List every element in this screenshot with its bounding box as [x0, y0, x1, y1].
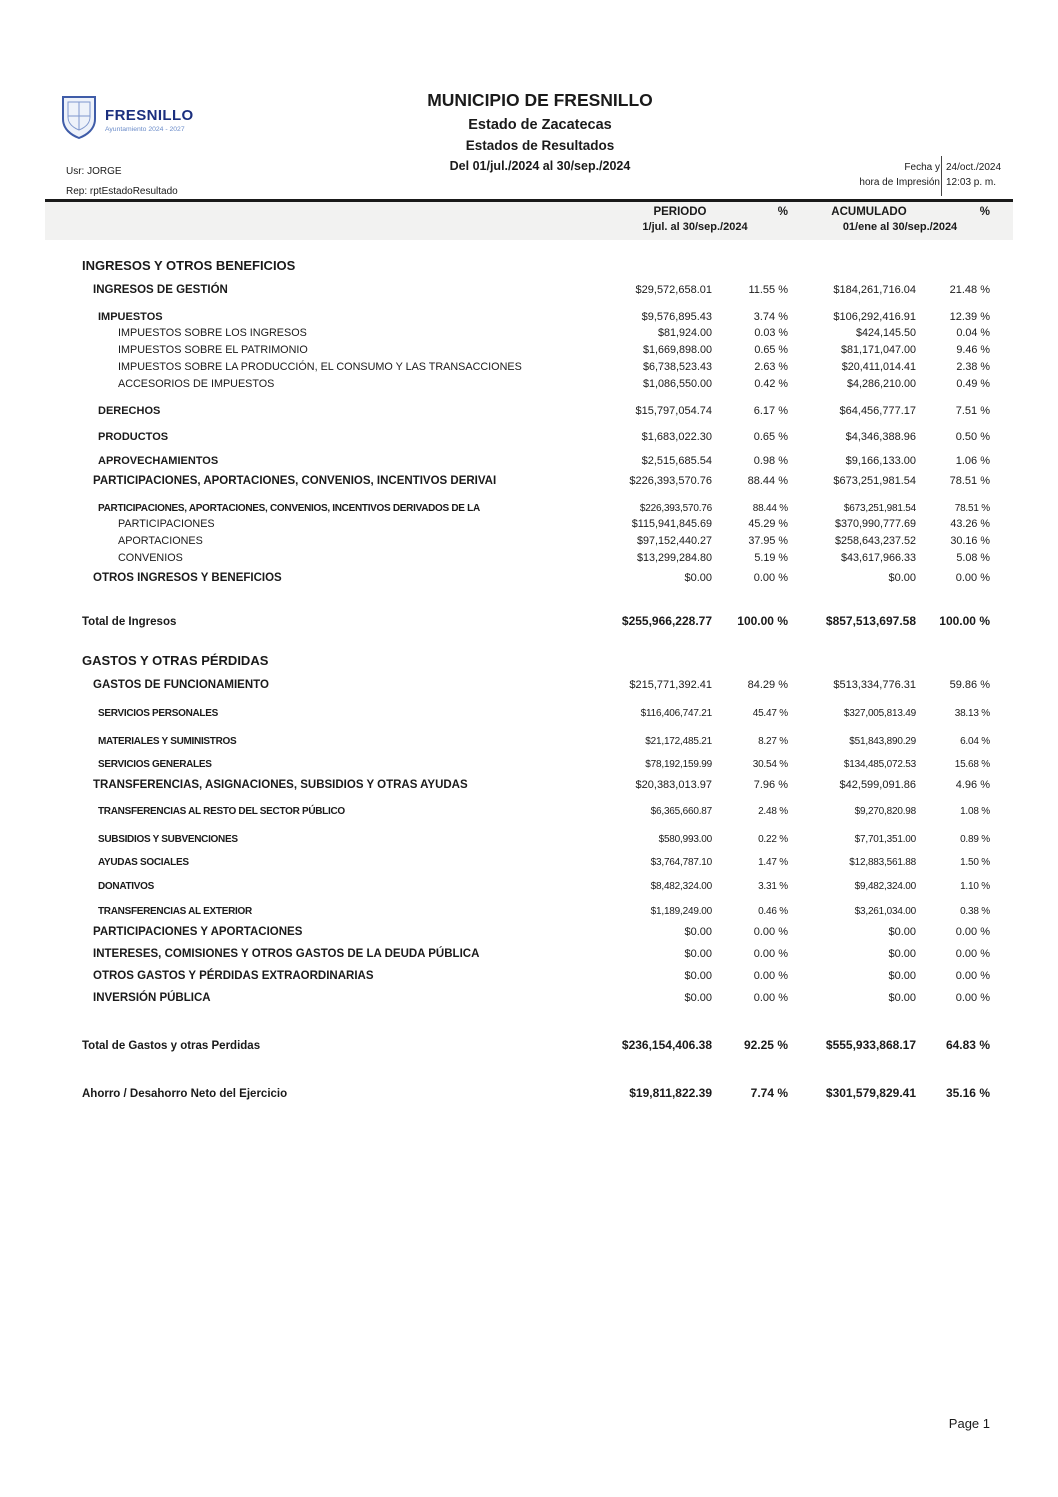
- table-row: [45, 429, 1013, 445]
- row-accumulated-pct: 30.16 %: [950, 535, 990, 547]
- row-period-pct: 6.17 %: [753, 405, 788, 417]
- row-accumulated-pct: 0.00 %: [955, 970, 990, 982]
- row-period-pct: 0.00 %: [753, 992, 788, 1004]
- row-accumulated-amount: $673,251,981.54: [843, 503, 916, 514]
- column-header-band: [45, 202, 1013, 240]
- row-label: CONVENIOS: [118, 552, 183, 564]
- table-row: [45, 258, 1013, 274]
- row-label: IMPUESTOS: [98, 311, 163, 323]
- row-accumulated-pct: 1.50 %: [960, 857, 990, 868]
- table-row: [45, 516, 1013, 533]
- row-period-amount: $1,683,022.30: [641, 431, 712, 443]
- report-title: Estados de Resultados: [465, 138, 615, 153]
- table-row: [45, 946, 1013, 962]
- table-row: [45, 855, 1013, 870]
- row-accumulated-pct: 4.96 %: [955, 779, 990, 791]
- row-label: TRANSFERENCIAS AL EXTERIOR: [98, 906, 252, 917]
- row-accumulated-amount: $51,843,890.29: [849, 736, 916, 747]
- row-accumulated-pct: 7.51 %: [955, 405, 990, 417]
- rows-container: [45, 258, 1013, 1103]
- table-row: [45, 325, 1013, 342]
- row-period-pct: 45.47 %: [752, 708, 788, 719]
- table-row: [45, 968, 1013, 984]
- row-label: PARTICIPACIONES Y APORTACIONES: [93, 926, 303, 938]
- row-period-pct: 8.27 %: [758, 736, 788, 747]
- table-row: [45, 501, 1013, 516]
- row-period-amount: $0.00: [684, 992, 712, 1004]
- row-accumulated-amount: $42,599,091.86: [839, 779, 916, 791]
- row-accumulated-amount: $7,701,351.00: [854, 834, 916, 845]
- row-label: Total de Ingresos: [82, 616, 177, 628]
- row-accumulated-amount: $370,990,777.69: [834, 518, 916, 530]
- row-period-pct: 0.98 %: [753, 455, 788, 467]
- table-row: [45, 614, 1013, 631]
- row-accumulated-pct: 0.38 %: [960, 906, 990, 917]
- row-accumulated-amount: $3,261,034.00: [854, 906, 916, 917]
- row-period-amount: $226,393,570.76: [639, 503, 712, 514]
- row-accumulated-pct: 2.38 %: [956, 361, 990, 373]
- row-period-pct: 30.54 %: [752, 759, 788, 770]
- table-row: [45, 990, 1013, 1006]
- row-label: APORTACIONES: [118, 535, 203, 547]
- row-label: OTROS INGRESOS Y BENEFICIOS: [93, 572, 282, 584]
- row-label: PARTICIPACIONES, APORTACIONES, CONVENIOS, INCENTIVOS DERIVAI: [93, 475, 497, 487]
- row-period-pct: 5.19 %: [754, 552, 788, 564]
- row-label: ACCESORIOS DE IMPUESTOS: [118, 378, 275, 390]
- table-row: [45, 706, 1013, 721]
- row-period-pct: 0.65 %: [754, 344, 788, 356]
- row-label: SERVICIOS PERSONALES: [98, 708, 218, 719]
- row-accumulated-amount: $0.00: [888, 926, 916, 938]
- row-period-pct: 0.03 %: [754, 327, 788, 339]
- row-accumulated-amount: $258,643,237.52: [834, 535, 916, 547]
- row-accumulated-amount: $327,005,813.49: [843, 708, 916, 719]
- row-period-amount: $580,993.00: [658, 834, 712, 845]
- row-period-amount: $215,771,392.41: [629, 679, 712, 691]
- row-period-amount: $255,966,228.77: [621, 614, 712, 628]
- row-period-amount: $115,941,845.69: [631, 518, 712, 530]
- row-accumulated-amount: $4,286,210.00: [846, 378, 916, 390]
- table-row: [45, 924, 1013, 940]
- row-accumulated-amount: $9,482,324.00: [854, 881, 916, 892]
- row-label: DONATIVOS: [98, 881, 155, 892]
- row-period-amount: $81,924.00: [657, 327, 712, 339]
- row-period-pct: 0.00 %: [753, 970, 788, 982]
- table-row: [45, 804, 1013, 819]
- row-accumulated-amount: $20,411,014.41: [841, 361, 916, 373]
- table-row: [45, 282, 1013, 298]
- table-row: [45, 777, 1013, 793]
- table-row: [45, 1038, 1013, 1055]
- row-period-pct: 88.44 %: [747, 475, 788, 487]
- row-accumulated-pct: 100.00 %: [939, 614, 990, 628]
- row-label: DERECHOS: [98, 405, 161, 417]
- row-accumulated-pct: 0.00 %: [955, 926, 990, 938]
- page-number: Page 1: [948, 1416, 990, 1431]
- row-period-amount: $1,086,550.00: [642, 378, 712, 390]
- row-period-pct: 0.00 %: [753, 948, 788, 960]
- table-row: [45, 570, 1013, 586]
- table-row: [45, 757, 1013, 772]
- row-period-pct: 3.74 %: [753, 311, 788, 323]
- table-row: [45, 734, 1013, 749]
- row-accumulated-pct: 64.83 %: [945, 1038, 990, 1052]
- row-accumulated-amount: $12,883,561.88: [849, 857, 916, 868]
- row-period-amount: $0.00: [684, 948, 712, 960]
- print-label-line2: hora de Impresión: [859, 177, 940, 188]
- row-label: AYUDAS SOCIALES: [98, 857, 189, 868]
- row-period-amount: $29,572,658.01: [635, 284, 712, 296]
- row-accumulated-pct: 0.00 %: [955, 992, 990, 1004]
- print-date: 24/oct./2024: [946, 162, 1002, 173]
- row-period-pct: 0.65 %: [753, 431, 788, 443]
- report-id-label: Rep: rptEstadoResultado: [66, 186, 178, 197]
- row-period-amount: $1,669,898.00: [642, 344, 712, 356]
- row-accumulated-pct: 59.86 %: [949, 679, 990, 691]
- row-accumulated-amount: $4,346,388.96: [845, 431, 916, 443]
- row-period-amount: $19,811,822.39: [629, 1086, 712, 1100]
- row-period-amount: $3,764,787.10: [650, 857, 712, 868]
- row-accumulated-pct: 0.00 %: [955, 572, 990, 584]
- row-accumulated-amount: $301,579,829.41: [825, 1086, 916, 1100]
- row-label: IMPUESTOS SOBRE LOS INGRESOS: [118, 327, 307, 339]
- col-accumulated-pct: %: [979, 206, 990, 218]
- row-period-amount: $8,482,324.00: [650, 881, 712, 892]
- row-accumulated-amount: $9,166,133.00: [845, 455, 916, 467]
- row-accumulated-pct: 1.10 %: [960, 881, 990, 892]
- row-label: Ahorro / Desahorro Neto del Ejercicio: [82, 1088, 288, 1100]
- row-accumulated-pct: 0.50 %: [955, 431, 990, 443]
- report-meta: [66, 166, 178, 197]
- row-accumulated-pct: 0.49 %: [956, 378, 990, 390]
- table-row: [45, 309, 1013, 325]
- table-row: [45, 653, 1013, 669]
- table-row: [45, 533, 1013, 550]
- row-period-amount: $21,172,485.21: [645, 736, 712, 747]
- logo-name: FRESNILLO: [105, 106, 194, 124]
- row-accumulated-amount: $0.00: [888, 970, 916, 982]
- row-period-amount: $6,738,523.43: [642, 361, 712, 373]
- col-accumulated: ACUMULADO: [831, 206, 907, 218]
- row-period-pct: 92.25 %: [743, 1038, 788, 1052]
- row-period-amount: $6,365,660.87: [650, 806, 712, 817]
- row-label: SERVICIOS GENERALES: [98, 759, 212, 770]
- row-accumulated-amount: $184,261,716.04: [833, 284, 916, 296]
- user-label: Usr: JORGE: [66, 166, 122, 177]
- row-accumulated-amount: $0.00: [888, 572, 916, 584]
- row-period-amount: $226,393,570.76: [629, 475, 712, 487]
- row-label: MATERIALES Y SUMINISTROS: [98, 736, 237, 747]
- row-accumulated-pct: 0.89 %: [960, 834, 990, 845]
- row-accumulated-amount: $106,292,416.91: [833, 311, 916, 323]
- row-period-pct: 37.95 %: [748, 535, 788, 547]
- row-accumulated-pct: 15.68 %: [954, 759, 990, 770]
- row-label: INGRESOS DE GESTIÓN: [93, 284, 228, 296]
- row-accumulated-pct: 0.04 %: [956, 327, 990, 339]
- row-period-pct: 11.55 %: [748, 284, 788, 296]
- row-period-pct: 7.96 %: [753, 779, 788, 791]
- row-accumulated-amount: $857,513,697.58: [825, 614, 916, 628]
- row-period-pct: 3.31 %: [758, 881, 788, 892]
- row-label: IMPUESTOS SOBRE EL PATRIMONIO: [118, 344, 308, 356]
- row-period-amount: $236,154,406.38: [621, 1038, 712, 1052]
- row-accumulated-amount: $81,171,047.00: [840, 344, 916, 356]
- row-period-amount: $97,152,440.27: [636, 535, 712, 547]
- row-label: INTERESES, COMISIONES Y OTROS GASTOS DE LA DEUDA PÚBLICA: [93, 948, 480, 960]
- print-label-line1: Fecha y: [904, 162, 940, 173]
- row-accumulated-pct: 35.16 %: [945, 1086, 990, 1100]
- table-row: [45, 403, 1013, 419]
- report-period: Del 01/jul./2024 al 30/sep./2024: [449, 159, 631, 173]
- row-label: APROVECHAMIENTOS: [98, 455, 219, 467]
- row-label: TRANSFERENCIAS AL RESTO DEL SECTOR PÚBLICO: [98, 806, 345, 817]
- row-accumulated-amount: $555,933,868.17: [825, 1038, 916, 1052]
- row-accumulated-pct: 5.08 %: [956, 552, 990, 564]
- row-accumulated-amount: $0.00: [888, 992, 916, 1004]
- results-table: [45, 240, 1013, 1103]
- table-row: [45, 453, 1013, 469]
- row-period-amount: $116,406,747.21: [640, 708, 712, 719]
- row-period-amount: $13,299,284.80: [636, 552, 712, 564]
- row-period-pct: 0.00 %: [753, 926, 788, 938]
- logo-subtitle: Ayuntamiento 2024 - 2027: [105, 125, 185, 133]
- row-label: GASTOS Y OTRAS PÉRDIDAS: [82, 653, 269, 668]
- row-label: PRODUCTOS: [98, 431, 169, 443]
- table-row: [45, 376, 1013, 393]
- row-period-pct: 1.47 %: [758, 857, 788, 868]
- table-row: [45, 879, 1013, 894]
- municipality-title: MUNICIPIO DE FRESNILLO: [427, 90, 653, 110]
- row-accumulated-amount: $134,485,072.53: [843, 759, 916, 770]
- row-label: PARTICIPACIONES, APORTACIONES, CONVENIOS, INCENTIVOS DERIVADOS DE LA: [98, 503, 480, 514]
- row-accumulated-pct: 78.51 %: [954, 503, 990, 514]
- row-label: PARTICIPACIONES: [118, 518, 215, 530]
- row-period-amount: $0.00: [684, 926, 712, 938]
- row-accumulated-pct: 43.26 %: [950, 518, 990, 530]
- row-accumulated-amount: $64,456,777.17: [839, 405, 916, 417]
- row-label: OTROS GASTOS Y PÉRDIDAS EXTRAORDINARIAS: [93, 970, 374, 982]
- row-period-amount: $78,192,159.99: [645, 759, 712, 770]
- row-period-amount: $9,576,895.43: [641, 311, 712, 323]
- row-accumulated-pct: 21.48 %: [949, 284, 990, 296]
- row-period-pct: 88.44 %: [752, 503, 788, 514]
- row-accumulated-pct: 0.00 %: [955, 948, 990, 960]
- table-row: [45, 550, 1013, 567]
- row-accumulated-pct: 12.39 %: [949, 311, 990, 323]
- row-accumulated-amount: $43,617,966.33: [840, 552, 916, 564]
- row-accumulated-pct: 6.04 %: [960, 736, 990, 747]
- row-label: GASTOS DE FUNCIONAMIENTO: [93, 679, 269, 691]
- row-label: INVERSIÓN PÚBLICA: [93, 992, 211, 1004]
- col-period-range: 1/jul. al 30/sep./2024: [642, 221, 748, 233]
- row-period-pct: 0.46 %: [758, 906, 788, 917]
- row-period-pct: 0.22 %: [758, 834, 788, 845]
- row-period-amount: $20,383,013.97: [635, 779, 712, 791]
- row-accumulated-pct: 1.06 %: [955, 455, 990, 467]
- row-accumulated-pct: 9.46 %: [956, 344, 990, 356]
- row-period-pct: 100.00 %: [737, 614, 788, 628]
- row-period-pct: 7.74 %: [750, 1086, 788, 1100]
- row-label: SUBSIDIOS Y SUBVENCIONES: [98, 834, 238, 845]
- row-period-pct: 2.63 %: [754, 361, 788, 373]
- row-accumulated-amount: $673,251,981.54: [833, 475, 916, 487]
- row-accumulated-pct: 78.51 %: [949, 475, 990, 487]
- row-label: IMPUESTOS SOBRE LA PRODUCCIÓN, EL CONSUMO Y LAS TRANSACCIONES: [118, 361, 522, 373]
- row-accumulated-amount: $513,334,776.31: [833, 679, 916, 691]
- print-time: 12:03 p. m.: [946, 177, 997, 188]
- row-period-amount: $2,515,685.54: [641, 455, 712, 467]
- table-row: [45, 359, 1013, 376]
- row-accumulated-amount: $0.00: [888, 948, 916, 960]
- row-accumulated-amount: $424,145.50: [855, 327, 916, 339]
- row-accumulated-pct: 1.08 %: [960, 806, 990, 817]
- table-row: [45, 1086, 1013, 1103]
- row-accumulated-pct: 38.13 %: [954, 708, 990, 719]
- col-period-pct: %: [777, 206, 788, 218]
- table-row: [45, 904, 1013, 919]
- row-period-amount: $0.00: [684, 572, 712, 584]
- row-period-pct: 2.48 %: [758, 806, 788, 817]
- row-label: TRANSFERENCIAS, ASIGNACIONES, SUBSIDIOS Y OTRAS AYUDAS: [93, 779, 468, 791]
- col-period: PERIODO: [653, 206, 707, 218]
- row-period-pct: 84.29 %: [747, 679, 788, 691]
- row-period-pct: 0.42 %: [754, 378, 788, 390]
- table-row: [45, 832, 1013, 847]
- col-accumulated-range: 01/ene al 30/sep./2024: [842, 221, 958, 233]
- table-row: [45, 677, 1013, 693]
- row-period-amount: $15,797,054.74: [635, 405, 712, 417]
- print-divider: [941, 156, 942, 196]
- row-label: INGRESOS Y OTROS BENEFICIOS: [82, 258, 296, 273]
- row-period-amount: $1,189,249.00: [650, 906, 712, 917]
- table-row: [45, 342, 1013, 359]
- state-title: Estado de Zacatecas: [468, 117, 612, 133]
- row-period-pct: 0.00 %: [753, 572, 788, 584]
- row-label: Total de Gastos y otras Perdidas: [82, 1040, 261, 1052]
- table-row: [45, 473, 1013, 489]
- row-period-amount: $0.00: [684, 970, 712, 982]
- row-accumulated-amount: $9,270,820.98: [854, 806, 916, 817]
- row-period-pct: 45.29 %: [748, 518, 788, 530]
